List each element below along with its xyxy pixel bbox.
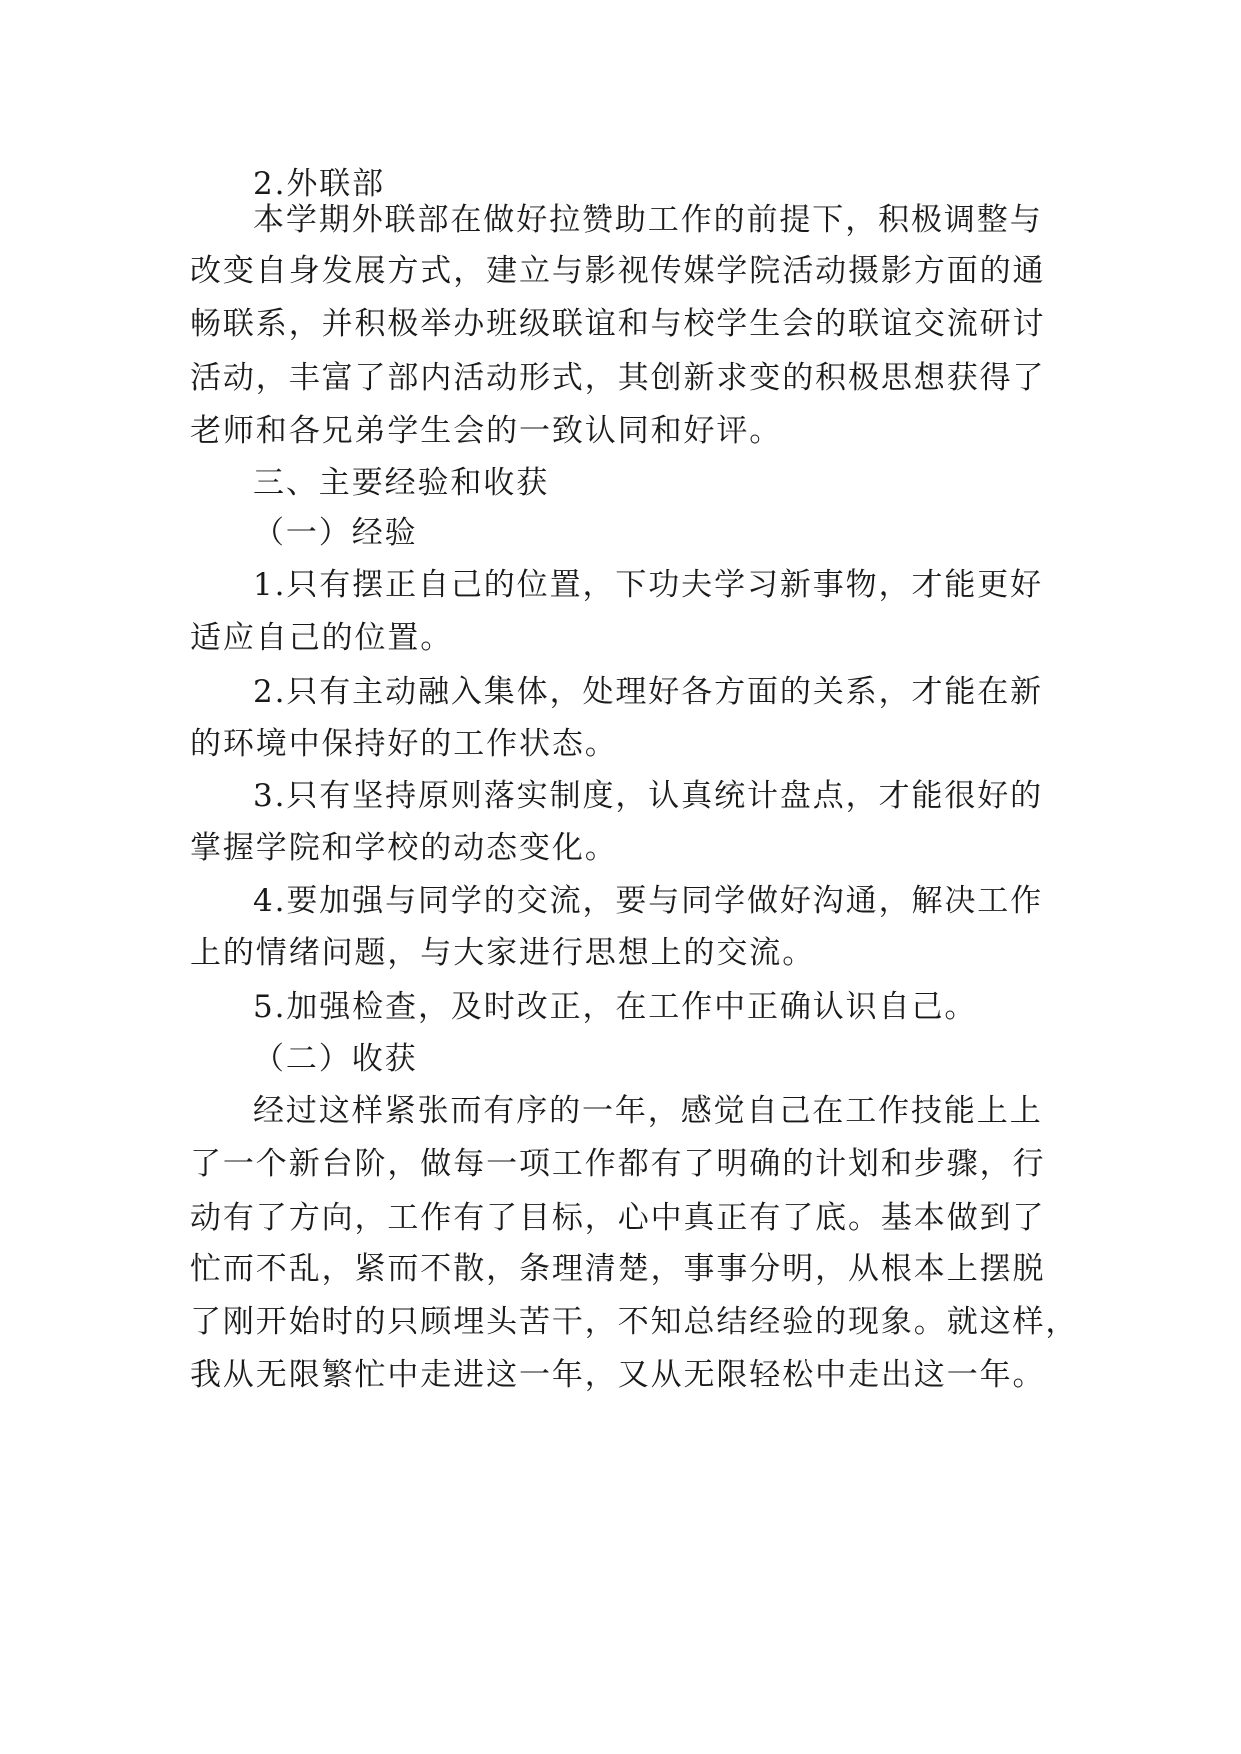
paragraph-line: 动有了方向，工作有了目标，心中真正有了底。基本做到了	[190, 1200, 1046, 1236]
list-item-line: 适应自己的位置。	[190, 620, 454, 656]
paragraph-line: 了一个新台阶，做每一项工作都有了明确的计划和步骤，行	[190, 1146, 1046, 1182]
list-item-line: 1.只有摆正自己的位置，下功夫学习新事物，才能更好	[253, 567, 1044, 603]
paragraph-line: 本学期外联部在做好拉赞助工作的前提下，积极调整与	[253, 202, 1043, 238]
list-item-line: 掌握学院和学校的动态变化。	[190, 830, 618, 866]
paragraph-line: 改变自身发展方式，建立与影视传媒学院活动摄影方面的通	[190, 253, 1046, 289]
section-heading-experience-and-gains: 三、主要经验和收获	[253, 465, 550, 501]
list-item-line: 的环境中保持好的工作状态。	[190, 726, 618, 762]
subsection-heading-experience: （一）经验	[253, 515, 418, 551]
paragraph-line: 经过这样紧张而有序的一年，感觉自己在工作技能上上	[253, 1093, 1043, 1129]
list-item-line: 4.要加强与同学的交流，要与同学做好沟通，解决工作	[253, 883, 1044, 919]
paragraph-line: 老师和各兄弟学生会的一致认同和好评。	[190, 413, 783, 449]
list-item-line: 上的情绪问题，与大家进行思想上的交流。	[190, 935, 816, 971]
list-item-line: 3.只有坚持原则落实制度，认真统计盘点，才能很好的	[253, 778, 1044, 814]
paragraph-line: 忙而不乱，紧而不散，条理清楚，事事分明，从根本上摆脱	[190, 1251, 1046, 1287]
paragraph-line: 畅联系，并积极举办班级联谊和与校学生会的联谊交流研讨	[190, 306, 1046, 342]
section-heading-external-affairs: 2.外联部	[253, 166, 386, 202]
list-item-line: 5.加强检查，及时改正，在工作中正确认识自己。	[253, 989, 978, 1025]
paragraph-line: 我从无限繁忙中走进这一年，又从无限轻松中走出这一年。	[190, 1357, 1046, 1393]
subsection-heading-gains: （二）收获	[253, 1041, 418, 1077]
list-item-line: 2.只有主动融入集体，处理好各方面的关系，才能在新	[253, 674, 1044, 710]
paragraph-line: 了刚开始时的只顾埋头苦干，不知总结经验的现象。就这样，	[190, 1304, 1079, 1340]
paragraph-line: 活动，丰富了部内活动形式，其创新求变的积极思想获得了	[190, 360, 1046, 396]
